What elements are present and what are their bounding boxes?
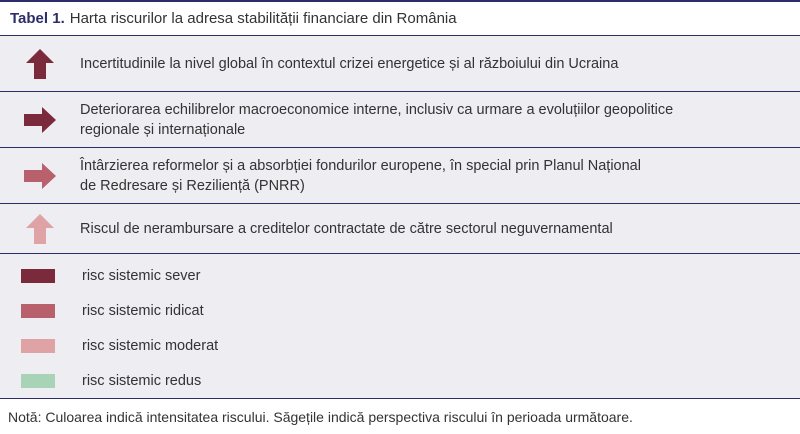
- risk-row: [0, 36, 800, 92]
- risk-text-line: regionale și internaționale: [80, 121, 246, 138]
- legend-item: [0, 363, 800, 398]
- risk-text-line: de Redresare și Reziliență (PNRR): [80, 177, 305, 194]
- arrow-right-icon: [23, 106, 57, 134]
- risk-text: [80, 100, 693, 140]
- risk-row: [0, 204, 800, 254]
- risk-icon-cell: [0, 106, 80, 134]
- risk-icon-cell: [0, 213, 80, 245]
- risk-text: Riscul de nerambursare a creditelor contractate de către sectorul neguvernamental: [80, 220, 613, 237]
- arrow-up-icon: [25, 48, 55, 80]
- arrow-right-icon: [23, 162, 57, 190]
- table-label: Tabel 1.: [10, 10, 65, 27]
- arrow-up-icon: [25, 213, 55, 245]
- legend-swatch: [21, 304, 55, 318]
- risk-text-line: Deteriorarea echilibrelor macroeconomice interne, inclusiv ca urmare a evoluțiilor geopolitice: [80, 101, 674, 118]
- legend-item: [0, 328, 800, 363]
- arrow-shape: [24, 107, 56, 133]
- legend-swatch: [21, 339, 55, 353]
- risk-row: [0, 148, 800, 204]
- table-title: Harta riscurilor la adresa stabilității financiare din România: [69, 10, 457, 27]
- legend-item: [0, 258, 800, 293]
- arrow-shape: [24, 163, 56, 189]
- legend-item: [0, 293, 800, 328]
- table-header: [0, 2, 800, 36]
- legend-swatch: [21, 374, 55, 388]
- risk-text-line: Întârzierea reformelor și a absorbției fondurilor europene, în special prin Planul Național: [80, 157, 641, 174]
- table-note: Notă: Culoarea indică intensitatea riscului. Săgețile indică perspectiva riscului în perioada următoare.: [0, 399, 800, 434]
- legend-label: risc sistemic moderat: [82, 337, 219, 354]
- risk-row: [0, 92, 800, 148]
- arrow-shape: [26, 214, 54, 244]
- risk-text: Incertitudinile la nivel global în contextul crizei energetice și al războiului din Ucraina: [80, 55, 619, 72]
- color-legend: [0, 254, 800, 399]
- legend-swatch: [21, 269, 55, 283]
- risk-text: [80, 156, 661, 196]
- legend-label: risc sistemic sever: [82, 267, 201, 284]
- risk-icon-cell: [0, 162, 80, 190]
- arrow-shape: [26, 49, 54, 79]
- legend-label: risc sistemic redus: [82, 372, 202, 389]
- risk-icon-cell: [0, 48, 80, 80]
- legend-label: risc sistemic ridicat: [82, 302, 204, 319]
